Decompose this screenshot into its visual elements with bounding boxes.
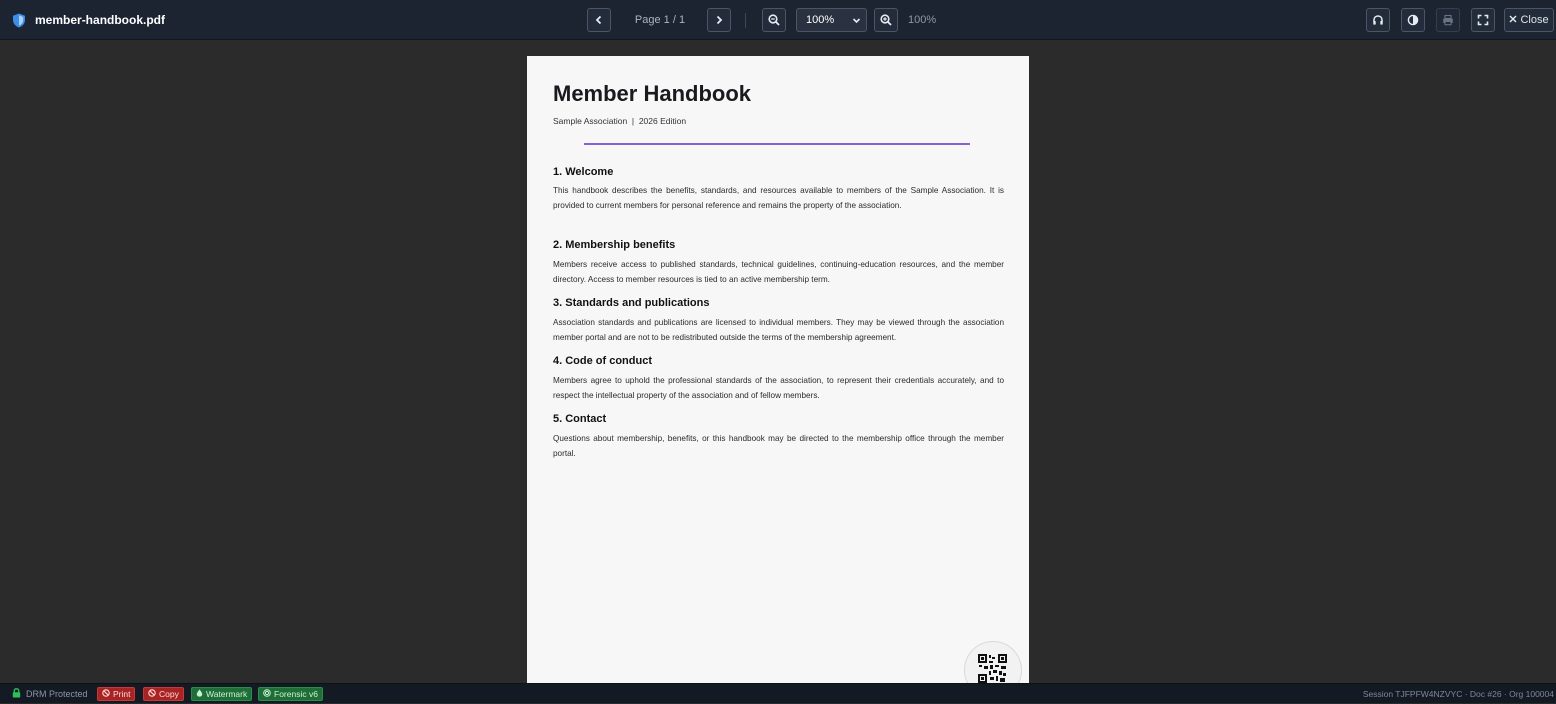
title-divider (584, 143, 970, 145)
zoom-in-button[interactable] (874, 8, 898, 32)
blocked-icon (102, 689, 110, 699)
document-page (527, 56, 1029, 683)
blocked-icon (148, 689, 156, 699)
section-heading-contact: 5. Contact (553, 413, 607, 425)
document-subtitle: Sample Association | 2026 Edition (553, 116, 687, 126)
copy-blocked-badge (143, 687, 184, 701)
drm-status-label: DRM Protected (26, 689, 88, 699)
section-body-benefits: Members receive access to published standards, technical guidelines, continuing-education resources, and the member directory. Access to member resources is tied to an active membership term. (553, 260, 1004, 285)
forensic-badge-label: Forensic v6 (274, 689, 318, 699)
session-info: Session TJFPFW4NZVYC · Doc #26 · Org 100004 (1362, 689, 1554, 699)
document-title-group (12, 0, 165, 40)
section-body-conduct: Members agree to uphold the professional standards of the association, to represent their credentials accurately, and to respect the intellectual property of the association and of fellow members. (553, 376, 1004, 401)
zoom-in-icon (880, 14, 892, 26)
section-body-welcome: This handbook describes the benefits, standards, and resources available to members of the Sample Association. It is provided to current members for personal reference and remains the property of the association. (553, 186, 1004, 211)
contrast-icon (1407, 14, 1419, 26)
contrast-toggle-button[interactable] (1401, 8, 1425, 32)
fullscreen-button[interactable] (1471, 8, 1495, 32)
drm-status (12, 684, 88, 704)
chevron-left-icon (594, 15, 604, 25)
close-icon (1509, 14, 1517, 26)
section-heading-benefits: 2. Membership benefits (553, 239, 676, 251)
zoom-level-value: 100% (806, 14, 835, 26)
copy-badge-label: Copy (159, 689, 179, 699)
section-heading-standards: 3. Standards and publications (553, 297, 710, 309)
read-aloud-button[interactable] (1366, 8, 1390, 32)
forensic-qr-seal (964, 641, 1022, 683)
close-label: Close (1520, 14, 1549, 26)
zoom-out-button[interactable] (762, 8, 786, 32)
section-heading-welcome: 1. Welcome (553, 166, 614, 178)
zoom-readout: 100% (908, 14, 937, 26)
toolbar-divider (745, 13, 746, 28)
shield-icon (12, 13, 26, 28)
close-viewer-button[interactable] (1504, 8, 1554, 32)
section-body-contact: Questions about membership, benefits, or this handbook may be directed to the membership office through the member portal. (553, 434, 1004, 459)
chevron-right-icon (714, 15, 724, 25)
headphones-icon (1372, 14, 1384, 26)
section-heading-conduct: 4. Code of conduct (553, 355, 652, 367)
viewer-toolbar (0, 0, 1556, 40)
watermark-badge-label: Watermark (206, 689, 248, 699)
document-heading: Member Handbook (553, 81, 752, 106)
fullscreen-icon (1477, 14, 1489, 26)
print-button[interactable] (1436, 8, 1460, 32)
section-body-standards: Association standards and publications are licensed to individual members. They may be viewed through the association member portal and are not to be redistributed outside the terms of the membership agreement. (553, 318, 1004, 343)
watermark-badge (191, 687, 252, 701)
previous-page-button[interactable] (587, 8, 611, 32)
print-icon (1442, 14, 1454, 26)
next-page-button[interactable] (707, 8, 731, 32)
lock-icon (12, 688, 21, 700)
print-blocked-badge (97, 687, 135, 701)
droplet-icon (196, 689, 203, 699)
chevron-down-icon (852, 16, 861, 28)
zoom-out-icon (768, 14, 780, 26)
print-badge-label: Print (113, 689, 131, 699)
document-file-name: member-handbook.pdf (35, 13, 166, 27)
fingerprint-icon (263, 689, 271, 699)
page-indicator: Page 1 / 1 (634, 14, 686, 26)
zoom-level-select[interactable] (796, 8, 867, 32)
status-bar (0, 683, 1556, 703)
forensic-badge (258, 687, 323, 701)
